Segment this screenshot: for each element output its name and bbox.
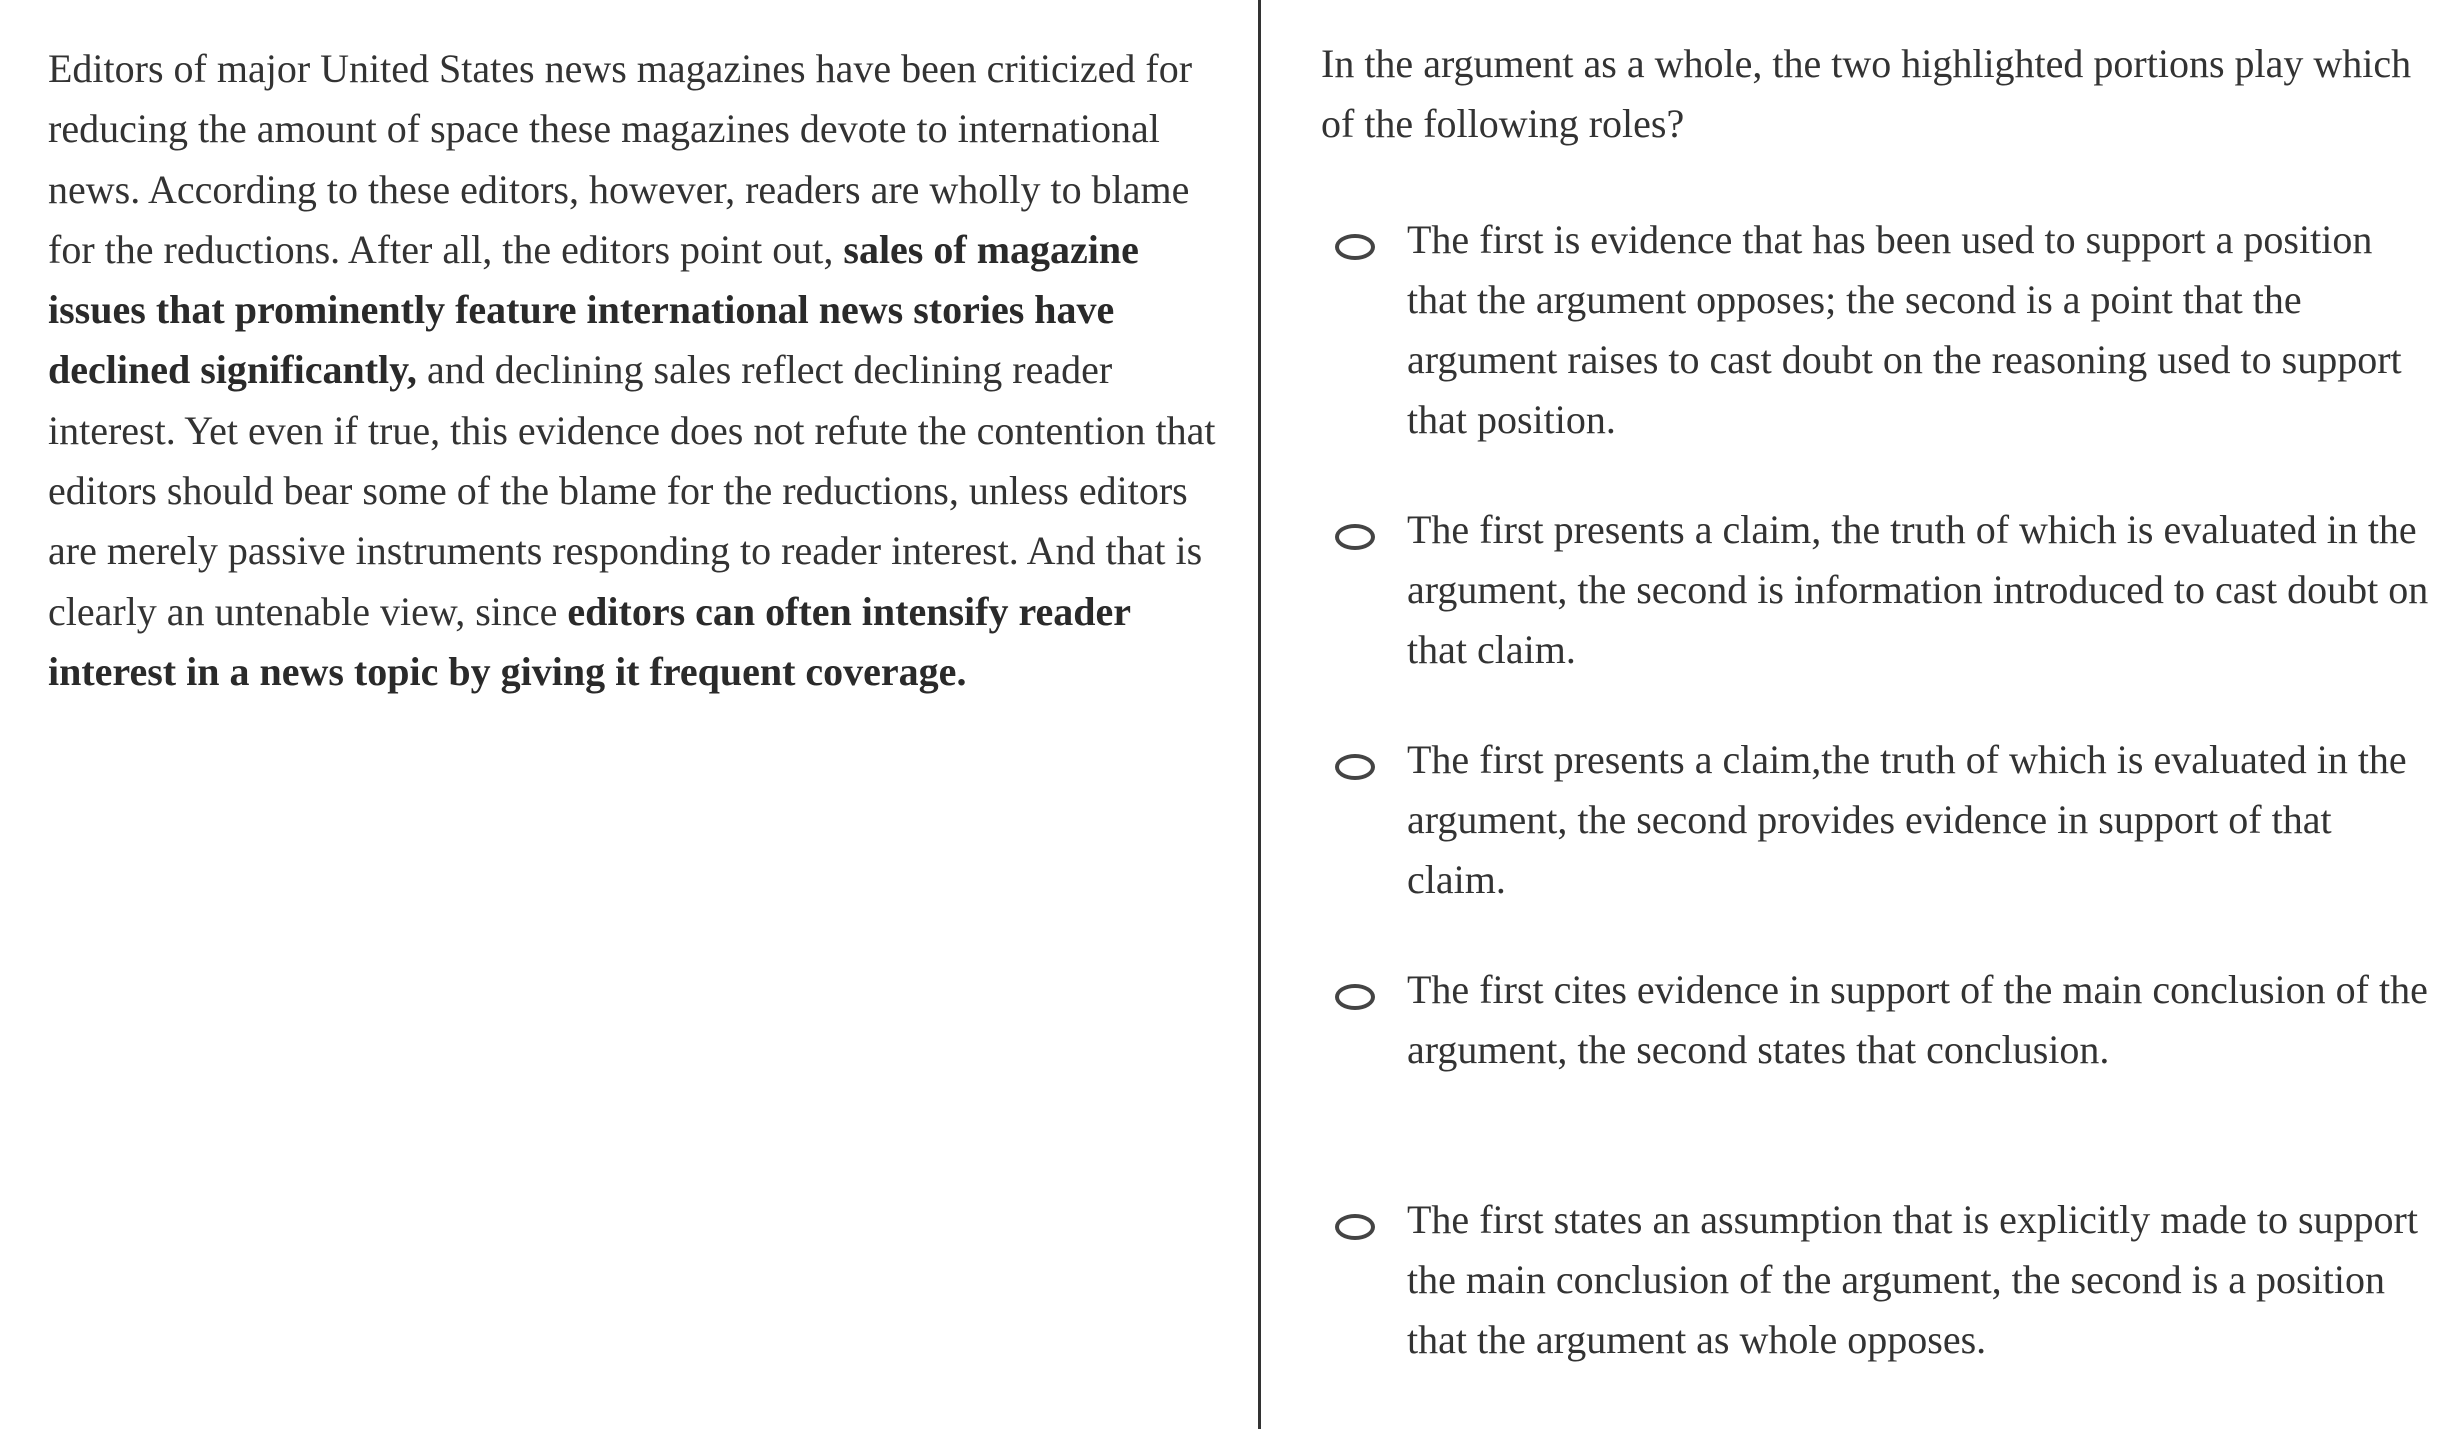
answer-option-text: The first cites evidence in support of the main conclusion of the argument, the second states that conclusion. — [1407, 967, 2428, 1072]
highlighted-portion-1: sales of magazine issues that prominently feature international news stories have declined significantly, — [48, 226, 1139, 393]
radio-button-3[interactable] — [1335, 754, 1375, 780]
passage-segment: Editors of major United States news magazines have been criticized for reducing the amount of space these magazines devote to international news. According to these editors, however, readers are wholly to blame for the reductions. After all, the editors point out, — [48, 46, 1193, 272]
answer-option-text: The first states an assumption that is explicitly made to support the main conclusion of the argument, the second is a position that the argument as whole opposes. — [1407, 1197, 2418, 1362]
radio-button-5[interactable] — [1335, 1214, 1375, 1240]
passage-segment: and declining sales reflect declining reader interest. Yet even if true, this evidence does not refute the contention that editors should bear some of the blame for the reductions, unless editors are merely passive instruments responding to reader interest. And that is clearly an untenable view, since — [48, 347, 1216, 634]
answer-option-text: The first is evidence that has been used to support a position that the argument opposes; the second is a point that the argument raises to cast doubt on the reasoning used to support that position. — [1407, 217, 2402, 442]
answer-option-text: The first presents a claim,the truth of which is evaluated in the argument, the second provides evidence in support of that claim. — [1407, 737, 2407, 902]
radio-button-2[interactable] — [1335, 524, 1375, 550]
highlighted-portion-2: editors can often intensify reader interest in a news topic by giving it frequent coverage. — [48, 588, 1131, 694]
passage-text — [48, 39, 1223, 702]
radio-button-1[interactable] — [1335, 234, 1375, 260]
question-pane — [1261, 0, 2445, 1429]
radio-button-4[interactable] — [1335, 984, 1375, 1010]
answer-option-text: The first presents a claim, the truth of which is evaluated in the argument, the second is information introduced to cast doubt on that claim. — [1407, 507, 2429, 672]
question-stem: In the argument as a whole, the two highlighted portions play which of the following roles? — [1321, 41, 2412, 146]
